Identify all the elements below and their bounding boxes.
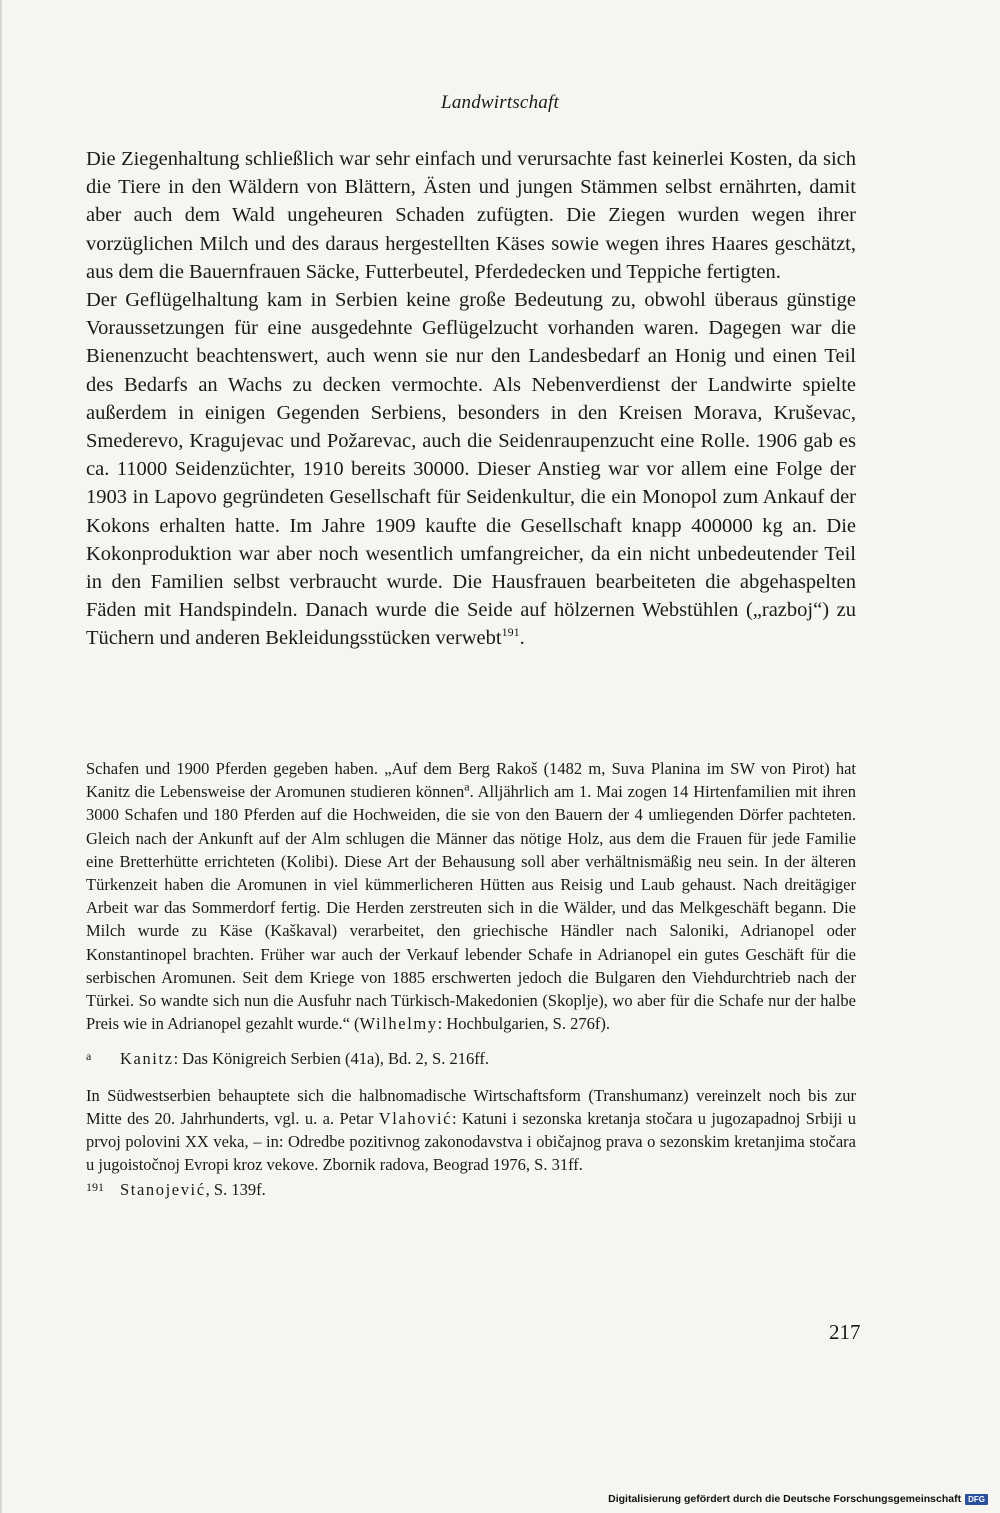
footnote-text: : Katuni i sezonska kretanja stočara u jugozapadnoj Srbiji u prvoj polovini XX veka, – in: Odredbe pozitivnog zakonodavstva i običajnog prava o sezonskim kretanjima stočara u jugoistočnoj Evropi kroz vekove. Zbornik radova, Beograd 1976, S. 31ff. xyxy=(86,1108,856,1175)
footnotes xyxy=(86,757,856,1202)
footnote-continuation xyxy=(86,757,856,1035)
paragraph-goats: Die Ziegenhaltung schließlich war sehr einfach und verursachte fast keinerlei Kosten, da sich die Tiere in den Wäldern von Blättern, Ästen und jungen Stämmen selbst ernährten, damit aber auch dem Wald ungeheuren Schaden zufügten. Die Ziegen wurden wegen ihrer vorzüglichen Milch und des daraus hergestellten Käses sowie wegen ihres Haares geschätzt, aus dem die Bauernfrauen Säcke, Futterbeutel, Pferdedecken und Teppiche fertigten. xyxy=(86,148,856,283)
author-wilhelmy: Wilhelmy xyxy=(359,1014,438,1034)
footnote-191-text: , S. 139f. xyxy=(205,1180,266,1200)
footnote-text: . Alljährlich am 1. Mai zogen 14 Hirtenfamilien mit ihren 3000 Schafen und 180 Pferden auf die Hochweiden, die sie von den Bauern der 4 umliegenden Dörfer pachteten. Gleich nach der Ankunft auf der Alm schlugen die Männer das nötige Holz, aus dem die Frauen für jede Familie eine Bretterhütte errichteten (Kolibi). Diese Art der Behausung soll aber verhältnismäßig neu sein. In der älteren Türkenzeit haben die Aromunen in viel kümmerlicheren Hütten aus Reisig und Laub gehaust. Nach dreitägiger Arbeit war das Sommerdorf fertig. Die Herden zerstreuten sich in die Wälder, und das Melkgeschäft begann. Die Milch wurde zu Käse (Kaškaval) verarbeitet, den griechische Händler nach Saloniki, Adrianopel oder Konstantinopel brachten. Früher war auch der Verkauf lebender Schafe in Adrianopel ein gutes Geschäft für die serbischen Aromunen. Seit dem Kriege von 1885 erschwerten jedoch die Bulgaren den Viehdurchtrieb nach der Türkei. So wandte sich nun die Ausfuhr nach Türkisch-Makedonien (Skoplje), wo aber für die Schafe nur der halbe Preis wie in Adrianopel gezahlt wurde.“ ( xyxy=(86,782,856,1034)
author-vlahovic: Vlahović xyxy=(378,1108,453,1128)
footnote-a xyxy=(86,1045,856,1070)
page-number: 217 xyxy=(829,1320,861,1344)
footnote-ref-a[interactable]: a xyxy=(464,779,470,794)
footnote-marker-a: a xyxy=(86,1049,92,1064)
paragraph-poultry-silk-text: Der Geflügelhaltung kam in Serbien keine große Bedeutung zu, obwohl überaus günstige Voraussetzungen für eine ausgedehnte Geflügelzucht vorhanden waren. Dagegen war die Bienenzucht beachtenswert, auch wenn sie nur den Landesbedarf an Honig und einen Teil des Bedarfs an Wachs zu decken vermochte. Als Nebenverdienst der Landwirte spielte außerdem in einigen Gegenden Serbiens, besonders in den Kreisen Morava, Kruševac, Smederevo, Kragujevac und Požarevac, auch die Seidenraupenzucht eine Rolle. 1906 gab es ca. 11000 Seidenzüchter, 1910 bereits 30000. Dieser Anstieg war vor allem eine Folge der 1903 in Lapovo gegründeten Gesellschaft für Seidenkultur, die ein Monopol zum Ankauf der Kokons erhalten hatte. Im Jahre 1909 kaufte die Gesellschaft knapp 400000 kg an. Die Kokonproduktion war aber noch wesentlich umfangreicher, da ein nicht unbedeutender Teil in den Familien selbst verbraucht wurde. Die Hausfrauen bearbeiteten die abgehaspelten Fäden mit Handspindeln. Danach wurde die Seide auf hölzernen Webstühlen („razboj“) zu Tüchern und anderen Bekleidungsstücken verwebt xyxy=(86,289,856,650)
author-kanitz: Kanitz xyxy=(120,1049,174,1069)
footnote-marker-191: 191 xyxy=(86,1180,104,1195)
author-stanojevic: Stanojević xyxy=(120,1180,206,1200)
dfg-logo: DFG xyxy=(965,1494,988,1505)
footnote-ref-191[interactable]: 191 xyxy=(501,625,520,640)
footnote-191 xyxy=(86,1176,856,1201)
paragraph-end: . xyxy=(519,627,525,650)
running-head: Landwirtschaft xyxy=(441,92,559,113)
footnote-text: Schafen und 1900 Pferden gegeben haben. „Auf dem Berg Rakoš (1482 m, Suva Planina im SW von Pirot) hat Kanitz die Lebensweise der Aromunen studieren können xyxy=(86,759,856,802)
footer-credit-text: Digitalisierung gefördert durch die Deutsche Forschungsgemeinschaft xyxy=(608,1493,962,1505)
scan-edge xyxy=(0,0,2,1513)
footnote-a-text: : Das Königreich Serbien (41a), Bd. 2, S. 216ff. xyxy=(173,1049,490,1069)
footnote-transhumanz xyxy=(86,1084,856,1177)
paragraph-poultry-silk xyxy=(86,286,856,653)
footnote-text: In Südwestserbien behauptete sich die halbnomadische Wirtschaftsform (Transhumanz) vereinzelt noch bis zur Mitte des 20. Jahrhunderts, vgl. u. a. Petar xyxy=(86,1085,856,1128)
main-text xyxy=(86,145,856,653)
footnote-text: : Hochbulgarien, S. 276f). xyxy=(437,1014,610,1034)
footer-credit xyxy=(608,1493,988,1505)
